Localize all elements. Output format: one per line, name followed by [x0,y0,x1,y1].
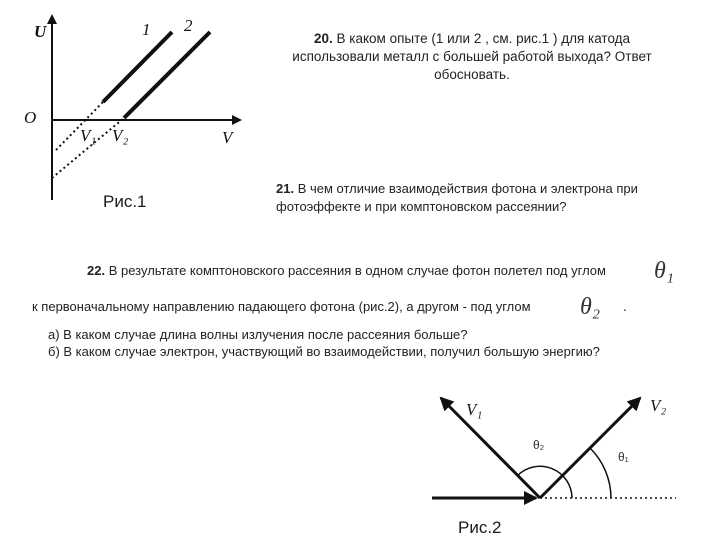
origin-label: O [24,108,37,127]
question-22-number: 22. [87,263,106,278]
line-2-label: 2 [184,16,193,35]
theta-1-arc [590,448,611,498]
question-22-line-2: к первоначальному направлению падающего фотона (рис.2), а другом - под углом [32,299,531,314]
question-22-period: . [623,299,627,314]
question-22-a: а) В каком случае длина волны излучения после рассеяния больше? [48,327,468,342]
axis-v-label: V [222,128,233,147]
theta-2-symbol: θ₂ [580,294,601,320]
figure-2-caption: Рис.2 [458,518,502,537]
fig2-v1-label: V₁ [466,400,483,419]
question-21-line-2: фотоэффекте и при комптоновском рассеянии? [276,199,567,214]
question-20-line-2: использовали металл с большей работой выхода? Ответ [292,49,652,64]
fig2-v2-label: V₂ [650,396,667,415]
scattered-photon-v1-arrow [441,398,540,498]
figure-1-caption: Рис.1 [103,192,147,211]
question-22-text-1: В результате комптоновского рассеяния в одном случае фотон полетел под углом [108,263,606,278]
line-1-label: 1 [142,20,151,39]
nu2-label: V₂ [112,126,129,145]
question-20-line-3: обосновать. [434,67,510,82]
question-22-b: б) В каком случае электрон, участвующий во взаимодействии, получил большую энергию? [48,344,600,359]
fig2-theta2-label: θ₂ [533,438,545,452]
question-21-line-1: В чем отличие взаимодействия фотона и электрона при [297,181,638,196]
theta-1-symbol: θ₁ [654,258,675,284]
axis-u-label: U [34,22,47,41]
fig2-theta1-label: θ₁ [618,450,629,464]
question-21-number: 21. [276,181,295,196]
question-20-number: 20. [313,31,333,46]
question-20-line-1: В каком опыте (1 или 2 , см. рис.1 ) для катода [336,31,631,46]
nu1-label: V₁ [80,126,97,145]
